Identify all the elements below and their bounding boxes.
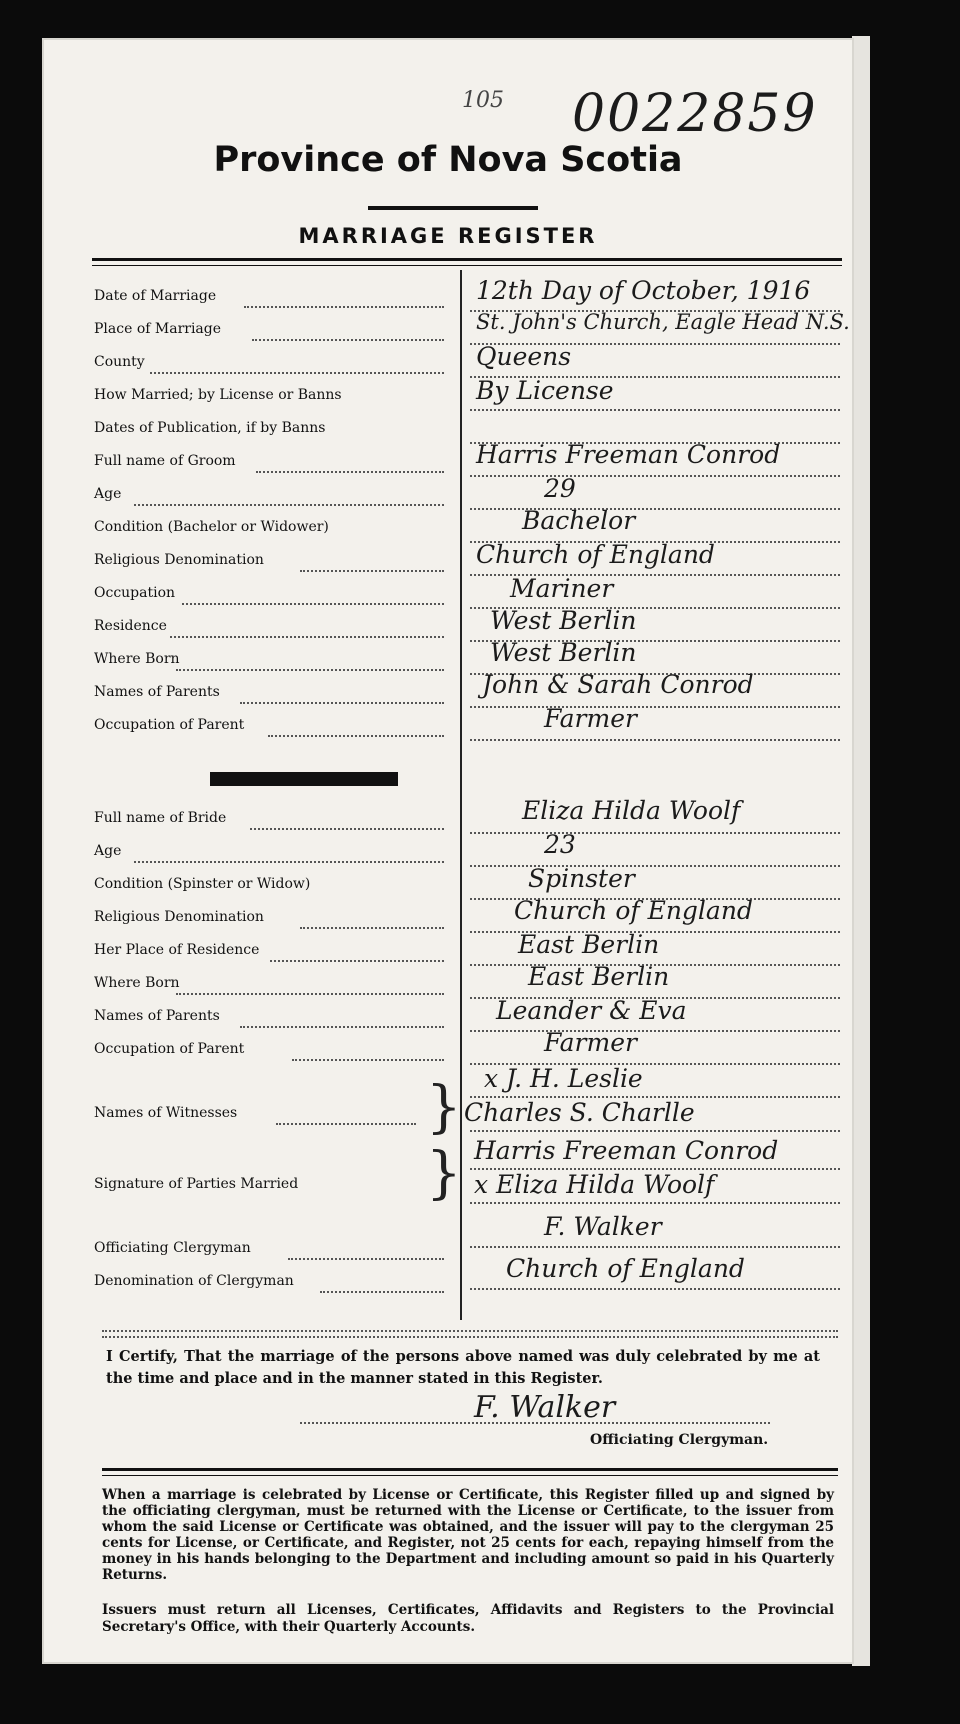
row-leader [292,1059,444,1061]
row-label: County [94,354,145,370]
bride-parent-occupation-value: Farmer [544,1028,637,1057]
value-line [470,1202,840,1204]
row-leader [240,1026,444,1028]
groom-birthplace-value: West Berlin [490,638,637,667]
bride-parents-value: Leander & Eva [496,996,687,1025]
document-id-annotation: 0022859 [572,84,818,144]
row-label: Dates of Publication, if by Banns [94,420,326,436]
groom-denomination-value: Church of England [476,540,715,569]
row-label: Full name of Bride [94,810,227,826]
value-line [470,1130,840,1132]
row-leader [270,960,444,962]
row-leader [320,1291,444,1293]
row-leader [176,993,444,995]
witnesses-brace: } [426,1075,462,1140]
place-of-marriage-value: St. John's Church, Eagle Head N.S. [476,310,850,334]
return-notice: When a marriage is celebrated by License or Certificate, this Register filled up and signed by the officiating clergyman, must be returned with the License or Certificate, to the issuer from whom the said License or Certificate was obtained, and the issuer will pay to the clergyman 25 cents for License, or Certificate, and Register, not 25 cents for each, repaying himself from the money in his hands belonging to the Department and including amount so paid in his Quarterly Returns. [102,1487,834,1583]
bride-residence-value: East Berlin [518,930,660,959]
value-line [470,1288,840,1290]
value-line [470,865,840,867]
province-title: Province of Nova Scotia [213,140,683,180]
row-label: Full name of Groom [94,453,236,469]
register-form [44,40,852,1662]
value-line [470,475,840,477]
row-label: Names of Parents [94,1008,220,1024]
row-label: Denomination of Clergyman [94,1273,294,1289]
row-leader [300,570,444,572]
row-label: Occupation [94,585,176,601]
row-label: Her Place of Residence [94,942,260,958]
certification-text: I Certify, That the marriage of the persons above named was duly celebrated by me at the time and place and in the manner stated in this Register. [106,1348,820,1388]
clergyman-value: F. Walker [544,1212,662,1241]
cert-rule-top [102,1330,838,1332]
row-leader [288,1258,444,1260]
top-rule [92,258,842,261]
clergy-denomination-value: Church of England [506,1254,745,1283]
how-married-value: By License [476,376,614,405]
row-leader [176,669,444,671]
value-line [470,739,840,741]
row-label: Residence [94,618,167,634]
row-label: Religious Denomination [94,909,264,925]
groom-signature-value: Harris Freeman Conrod [474,1136,779,1165]
row-label: Names of Parents [94,684,220,700]
bride-age-value: 23 [544,830,576,859]
row-label: Occupation of Parent [94,717,245,733]
issuers-notice: Issuers must return all Licenses, Certificates, Affidavits and Registers to the Provincial Secretary's Office, with their Quarterly Accounts. [102,1602,834,1635]
row-label: Date of Marriage [94,288,217,304]
register-subtitle: MARRIAGE REGISTER [298,224,598,248]
row-leader [240,702,444,704]
bride-section-divider [210,772,398,786]
groom-residence-value: West Berlin [490,606,637,635]
groom-name-value: Harris Freeman Conrod [476,440,781,469]
notice-rule-thin [102,1475,838,1476]
title-rule [368,206,538,210]
groom-parent-occupation-value: Farmer [544,704,637,733]
row-leader [256,471,444,473]
bride-name-value: Eliza Hilda Woolf [522,796,741,825]
bride-birthplace-value: East Berlin [528,962,670,991]
page-number-annotation: 105 [462,88,504,113]
row-leader [252,339,444,341]
clergy-signature-label: Officiating Clergyman. [590,1432,769,1448]
top-rule-thin [92,265,842,266]
row-label: Occupation of Parent [94,1041,245,1057]
row-leader [182,603,444,605]
row-label: Age [94,486,122,502]
paper-edge [852,36,870,1666]
row-leader [276,1123,416,1125]
row-label: Age [94,843,122,859]
row-leader [134,504,444,506]
row-leader [170,636,444,638]
value-line [470,706,840,708]
row-label: Condition (Bachelor or Widower) [94,519,329,535]
parties-label: Signature of Parties Married [94,1176,299,1192]
row-leader [300,927,444,929]
row-label: How Married; by License or Banns [94,387,342,403]
bride-denomination-value: Church of England [514,896,753,925]
notice-rule [102,1468,838,1471]
witness-1-value: x J. H. Leslie [484,1064,643,1093]
groom-age-value: 29 [544,474,576,503]
row-leader [268,735,444,737]
groom-occupation-value: Mariner [510,574,614,603]
value-line [470,409,840,411]
groom-parents-value: John & Sarah Conrod [482,670,754,699]
row-label: Place of Marriage [94,321,222,337]
row-label: Condition (Spinster or Widow) [94,876,311,892]
row-leader [150,372,444,374]
value-line [470,832,840,834]
value-line [470,1246,840,1248]
bride-condition-value: Spinster [528,864,635,893]
witness-2-value: Charles S. Charlle [464,1098,695,1127]
date-of-marriage-value: 12th Day of October, 1916 [476,276,811,305]
witnesses-label: Names of Witnesses [94,1105,238,1121]
value-line [470,1030,840,1032]
row-leader [134,861,444,863]
clergy-signature: F. Walker [474,1390,616,1425]
groom-condition-value: Bachelor [522,506,636,535]
row-leader [250,828,444,830]
county-value: Queens [476,342,572,371]
bride-signature-value: x Eliza Hilda Woolf [474,1170,715,1199]
row-label: Where Born [94,975,180,991]
row-leader [244,306,444,308]
row-label: Where Born [94,651,180,667]
row-label: Officiating Clergyman [94,1240,251,1256]
cert-rule-top-2 [102,1336,838,1338]
parties-brace: } [426,1141,462,1206]
row-label: Religious Denomination [94,552,264,568]
